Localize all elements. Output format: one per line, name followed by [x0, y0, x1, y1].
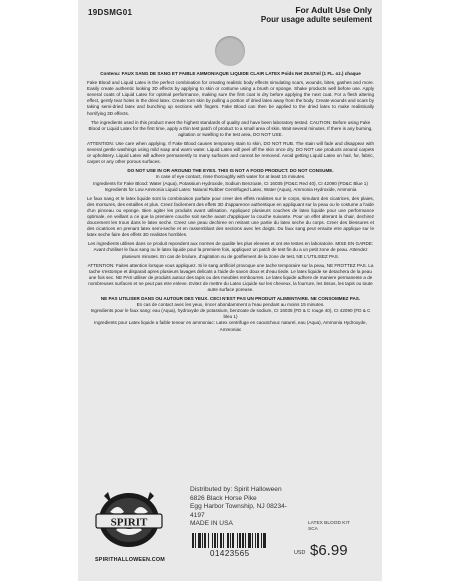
barcode-bar [217, 533, 218, 548]
eye-contact-fr: En cas de contact avec les yeux, rincer abondamment a l'eau pendant au moins 15 minutes. [136, 302, 325, 308]
barcode-bar [208, 533, 209, 548]
barcode-bar [192, 533, 194, 548]
barcode-bar [202, 533, 203, 548]
kit-code: SCA [308, 527, 318, 532]
barcode [190, 533, 300, 548]
eye-contact-en: In case of eye contact, rinse thoroughly with water for at least 15 minutes. [155, 174, 306, 180]
adult-use-notice [261, 6, 372, 24]
ingredients-blood-en: Ingredients for Fake Blood: Water (Aqua), Potassium Hydroxide, Sodium Benzoate, CI 16035 (FD&C Red 40), CI 42090 (FD&C Blue 1) [93, 180, 368, 186]
barcode-bar [237, 533, 238, 548]
barcode-bar [242, 533, 244, 548]
adult-use-french: Pour usage adulte seulement [260, 15, 372, 24]
barcode-bar [245, 533, 246, 548]
label-text-block [87, 71, 374, 336]
barcode-bar [239, 533, 241, 548]
barcode-bar [255, 533, 256, 548]
product-code: 19DSMG01 [88, 8, 133, 17]
barcode-bar [220, 533, 222, 548]
caution-fr: Les ingredients utilises dans ce produit repondent aux normes de qualite les plus elevees et ont ete testes en laboratoire. MISE EN GARDE: Avant d'utiliser le faux sang ou le latex liquide pour la premiere fois, appliquez un patch de test fin du a un petit zone de peau. Attendez plusieurs minutes. En cas de brulure, d'agitation ou de gonflement de la zone de test, NE L'UTILISEZ PAS. [87, 241, 374, 259]
price: $6.99 [310, 542, 348, 559]
attention-en: ATTENTION: Use care when applying. If Fake Blood causes temporary stain to skin, DO NOT RUB. The stain will fade and disappear with several gentle washings using mild soap and warm water. Liquid Latex will peel off the skin once dry. DO NOT use products around carpets or upholstery. Liquid Latex will adhere permanently to many surfaces and cannot be removed. Avoid getting Liquid Latex on hair, fur, fabric, carpet or any other porous surfaces. [87, 140, 374, 165]
website-url: SPIRITHALLOWEEN.COM [95, 557, 165, 563]
barcode-bar [230, 533, 231, 548]
ingredients-latex-fr: Ingredients pour Latex liquide a faible teneur en ammoniac: Latex centrifuge en caoutchouc naturel, eau (Aqua), Ammonia Hydroxyde, Ammoniac [94, 320, 367, 332]
caution-en: The ingredients used in this product meet the highest standards of quality and have been laboratory tested. CAUTION: Before using Fake Blood or Liquid Latex for the first time, apply a thin test patch of product to a small area of skin. Wait several minutes. If there is any burning, agitation or swelling to the test area, DO NOT USE. [88, 119, 373, 137]
distributor-line: Egg Harbor Township, NJ 08234-4197 [190, 503, 288, 519]
barcode-bar [214, 533, 216, 548]
attention-fr: ATTENTION: Faites attention lorsque vous appliquez. Si le sang artificiel provoque une tache temporaire sur la peau, NE FROTTEZ PAS. La tache s'estompe et disparait apres plusieurs lavages delicats a l'aide de savon doux et d'eau tiede. Le latex liquide se detachera de la peau une fois sec. NE PAS utiliser de produits autour des tapis ou des meubles rembourres. Le latex liquide adhere de maniere permanente a de nombreuses surfaces et ne peut pas etre enleve. Evitez de mettre du Latex Liquide sur les cheveux, la fourrure, les tissus, les tapis ou toute autre surface poreuse. [87, 262, 374, 292]
distributor-line: 6826 Black Horse Pike [190, 494, 257, 502]
logo-word: SPIRIT [110, 516, 148, 529]
barcode-bar [204, 533, 206, 548]
warning-fr: NE PAS UTILISER DANS OU AUTOUR DES YEUX. CECI N'EST PAS UN PRODUIT ALIMENTAIRE. NE CONSOMMEZ PAS. [100, 296, 361, 302]
ingredients-latex-en: Ingredients for Low Ammonia Liquid Latex: Natural Rubber Centrifuged Latex, Water (Aqua), Ammonia Hydroxide, Ammonia [104, 186, 357, 192]
barcode-bar [223, 533, 224, 548]
contents-line: Contenu: FAUX SANG DE SANG ET FAIBLE AMMONIAQUE LIQUIDE CLAIR LATEX Poids Net 29.57ml (1 FL. oz.) chaque [100, 71, 361, 76]
barcode-bar [257, 533, 259, 548]
kit-name: LATEX BLOOD KIT [308, 521, 350, 526]
adult-use-english: For Adult Use Only [295, 5, 372, 15]
spirit-logo-icon [88, 482, 170, 552]
barcode-bar [227, 533, 229, 548]
instructions-en: Fake Blood and Liquid Latex is the perfect combination for creating realistic body effects simulating scars, wounds, bites, gashes and more. Easily create authentic looking 3D effects by applying to skin or costume using a brush or sponge. Shake products well before use. Apply several coats of Liquid Latex for optimal performance, making sure the first coat is dry before applying the next coat. For a flesh altering effect, gently tear holes in the dried latex. Create torn skin by pulling a portion of dried latex away from the body. Create wounds and scars by taking semi-dried latex and bunching up sections with fingers. Fake Blood can then be applied to the dried latex to make realistically horrifying 3D effects. [87, 80, 374, 116]
ingredients-blood-fr: Ingredients pour le faux sang: eau (Aqua), hydroxyde de potassium, benzoate de sodium, CI 16035 (FD & C rouge 40), CI 42090 (FD & C bleu 1) [90, 308, 371, 320]
barcode-bar [252, 533, 253, 548]
hang-hole [215, 36, 245, 66]
barcode-bar [248, 533, 251, 548]
barcode-bar [198, 533, 201, 548]
distributor-line: MADE IN USA [190, 520, 233, 528]
upc-number: 01423565 [210, 549, 250, 558]
barcode-bar [232, 533, 234, 548]
barcode-bar [195, 533, 196, 548]
barcode-bar [261, 533, 262, 548]
instructions-fr: Le faux sang et le latex liquide sont la combinaison parfaite pour creer des effets realistes sur le corps, simulant des cicatrices, des plaies, des morsures, des entailles et plus. Creez facilement des effets 3D d'apparence authentique en appliquant sur la peau ou le costume a l'aide d'un pinceau ou eponge. Bien agiter les produits avant utilisation. Appliquez plusieurs couches de latex liquide pour une performance optimale, en veillant a ce que la premiere couche soit seche avant d'appliquer la couche suivante. Pour un effet alterant la chair, dechirez doucement les trous dans le latex seche. Creez une peau dechiree en retirant une partie du latex seche du corps. Creer des blessures et des cicatrices en prenant latex semi-seche et en rassemblant des sections avec les doigts. Du faux sang peut ensuite etre applique sur le latex seche faire des effets 3D realistes horribles. [87, 195, 374, 238]
barcode-bar [263, 533, 266, 548]
distributor-line: Distributed by: Spirit Halloween [190, 486, 282, 493]
currency-label: USD [294, 550, 306, 556]
product-label-card [78, 0, 382, 581]
warning-en: DO NOT USE IN OR AROUND THE EYES. THIS IS NOT A FOOD PRODUCT. DO NOT CONSUME. [127, 168, 334, 174]
distributor-info [190, 486, 300, 529]
barcode-bar [212, 533, 213, 548]
kit-label [308, 521, 372, 533]
